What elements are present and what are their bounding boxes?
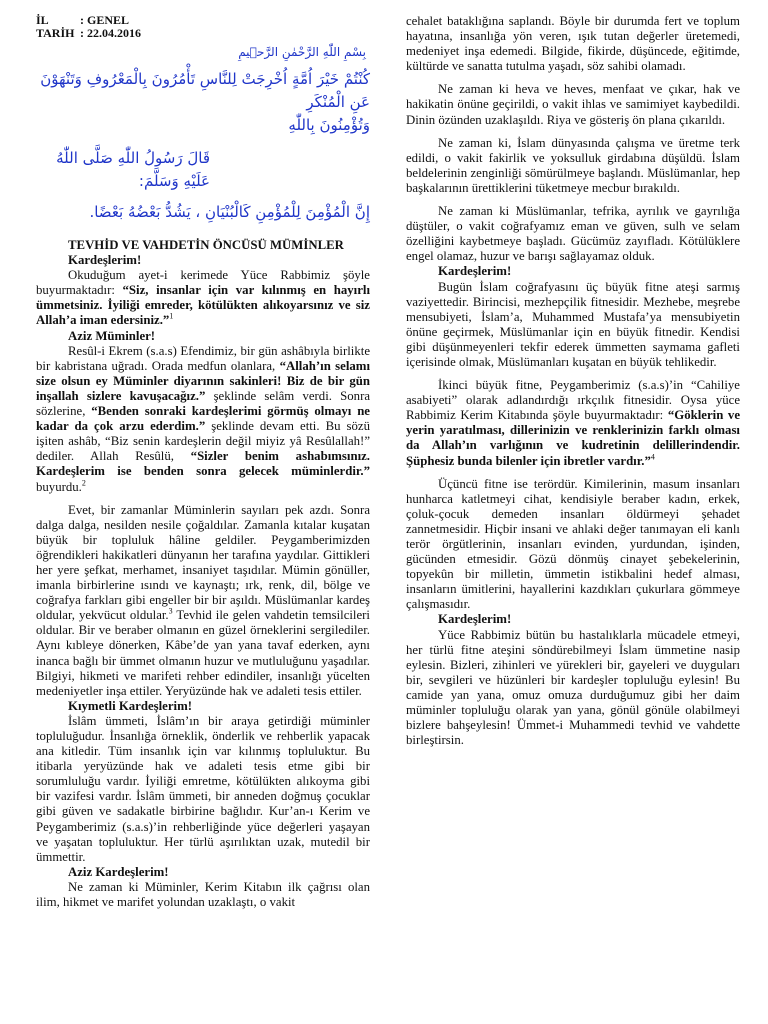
heading-aziz-muminler: Aziz Müminler! (68, 328, 156, 343)
heading-kardeslerim: Kardeşlerim! (438, 264, 512, 279)
right-column (406, 14, 740, 748)
tarih-line (36, 27, 370, 40)
paragraph: Bugün İslam coğrafyasını üç büyük fitne ateşi sarmış vaziyettedir. Birincisi, mezhepçilik fitnesidir. Mezhebe, meşrebe mensubiyeti, İslam’a, Muhammed Mustafa’ya mensubiyetin önüne geçirmek, Müslümanlar için en büyük fitnedir. Kendisi gibi düşünmeyenleri tekfir ederek ümmetten saymama gafleti içerisinde olmak, Müslümanları kuşatan en büyük tehlikedir. (406, 279, 740, 369)
footnote-ref: 2 (81, 478, 86, 488)
left-column (36, 14, 370, 910)
paragraph-text: Okuduğum ayet-i kerimede Yüce Rabbimiz şöyle buyurmaktadır: (36, 268, 370, 298)
paragraph-text: buyurdu. (36, 479, 82, 494)
paragraph: Ne zaman ki, İslam dünyasında çalışma ve üretme terk edildi, o vakit fakirlik ve yoksulluk girdabına düşüldü. İslam beldelerinin zenginliği sömürülmeye başlandı. Müslümanlar, hep başkalarının ürettiklerini tüketmeye mecbur bırakıldı. (406, 135, 740, 195)
il-value: : GENEL (80, 13, 130, 27)
heading-kiymetli-kardeslerim: Kıymetli Kardeşlerim! (68, 698, 193, 713)
paragraph-text: Evet, bir zamanlar Müminlerin sayıları pek azdı. Sonra dalga dalga, nesilden nesile çoğaldılar. Zamanla kıtalar kuşatan büyük bir topluluk hâline geldiler. Peygamberimizden öğrendikleri hakikatleri dünyanın her tarafına yaydılar. Gittikleri her yere şefkat, merhamet, insaniyet taşıdılar. Mümin gönüller, imanla birbirlerine ısındı ve kaynaştı; ırk, renk, dil, bölge ve coğrafya farkları gibi engeller bir bir aşıldı. Müslümanlar kardeş oldular, yekvücut oldular. (36, 502, 370, 623)
heading-kardeslerim: Kardeşlerim! (68, 253, 142, 268)
basmala: بِسْمِ اللّٰهِ الرَّحْمٰنِ الرَّحٖيمِ (238, 45, 366, 59)
ayah-main: كُنْتُمْ خَيْرَ اُمَّةٍ اُخْرِجَتْ لِلنَّاسِ تَأْمُرُونَ بِالْمَعْرُوفِ وَتَنْهَوْنَ عَنِ الْمُنْكَرِ (40, 70, 370, 111)
hadith-text: إِنَّ الْمُؤْمِنَ لِلْمُؤْمِنِ كَالْبُنْيَانِ ، يَشُدُّ بَعْضُهُ بَعْضًا. (89, 203, 370, 221)
hadith-intro: قَالَ رَسُولُ اللّٰهِ صَلَّى اللّٰهُ عَلَيْهِ وَسَلَّمَ: (56, 149, 210, 190)
paragraph: Ne zaman ki heva ve heves, menfaat ve çıkar, hak ve hakikatin önüne geçirildi, o vakit ihlas ve samimiyet kaybedildi. Dinin özünden uzaklaşıldı. Riya ve gösteriş ön plana çıkarıldı. (406, 82, 740, 127)
paragraph (36, 344, 370, 495)
paragraph: Ne zaman ki Müminler, Kerim Kitabın ilk çağrısı olan ilim, hikmet ve marifet yolundan uzaklaştı, o vakit (36, 879, 370, 910)
paragraph: Ne zaman ki Müslümanlar, tefrika, ayrılık ve gayrılığa düştüler, o vakit coğrafyamız eman ve güven, sulh ve selam özelliğini kaybetmeye başladı. Gücümüz zayıfladı. Kötülüklere engel olamaz, huzur ve barışı sağlayamaz olduk. (406, 204, 740, 264)
paragraph-text: şeklinde devam etti. Bu sözü işiten ashâb, “Biz senin kardeşlerin değil miyiz yâ Resûlallah!” dediler. Allah Resûlü, (36, 419, 370, 464)
quote-text: “Göklerin ve yerin yaratılması, dillerinizin ve renklerinizin farklı olması da Allah’ın varlığının ve kudretinin delillerindendir. Şüphesiz bunda bilenler için ibretler vardır.” (406, 408, 740, 468)
paragraph-text: şeklinde selâm verdi. Sonra sözlerine, (36, 388, 371, 419)
paragraph (36, 503, 370, 699)
il-label: İL (36, 13, 49, 27)
paragraph (406, 378, 740, 469)
quote-text: “Allah’ın selamı size olsun ey Müminler diyarının sakinleri! Biz de bir gün inşallah sizlere kavuşacağız.” (36, 358, 370, 403)
quote-text: “Benden sonraki kardeşlerimi görmüş olmayı ne kadar da çok arzu ederdim.” (36, 404, 370, 434)
header-meta (36, 14, 370, 40)
quote-text: “Sizler benim ashabımsınız. Kardeşlerim ise benden sonra gelecek müminlerdir.” (36, 449, 370, 479)
heading-aziz-kardeslerim: Aziz Kardeşlerim! (68, 864, 169, 879)
ayah-tail: وَتُؤْمِنُونَ بِاللّٰهِ (288, 116, 370, 134)
paragraph (36, 268, 370, 328)
paragraph: Yüce Rabbimiz bütün bu hastalıklarla mücadele etmeyi, her türlü fitne ateşini söndürebilmeyi İslam ümmetine nasip eylesin. Bizleri, zihinleri ve yürekleri bir, gayeleri ve duyguları bir, sevgileri ve hüzünleri bir kardeşler topluluğu eylesin! Bu camide yan yana, omuz omuza durduğumuz gibi her daim müminler topluluğu olarak yan yana, gönül gönüle olabilmeyi bizlere bahşeylesin! Ümmet-i Muhammedi tevhid ve vahdette birleştirsin. (406, 627, 740, 748)
sermon-title: TEVHİD VE VAHDETİN ÖNCÜSÜ MÜMİNLER (68, 238, 344, 252)
tarih-value: : 22.04.2016 (80, 26, 141, 40)
footnote-ref: 4 (650, 452, 655, 462)
quote-text: “Siz, insanlar için var kılınmış en hayırlı ümmetsiniz. İyiliği emreder, kötülükten alıkoyarsınız ve siz Allah’a iman edersiniz.” (36, 283, 371, 328)
heading-kardeslerim: Kardeşlerim! (438, 612, 512, 627)
paragraph: İslâm ümmeti, İslâm’ın bir araya getirdiği müminler topluluğudur. İnsanlığa örneklik, önderlik ve rehberlik yapacak ana kitledir. Tüm insanlık için var kılınmış topluluktur. Bu itibarla yeryüzünde hak ve adaleti tesis etme gibi bir sorumluluğu vardır. İyiliği emretme, kötülükten alıkoyma gibi bir vazifesi vardır. İslâm ümmeti, bir anneden doğmuş çocuklar gibi güven ve sadakatle birbirine bağlıdır. Kur’an-ı Kerim ve Peygamberimiz (s.a.s)’in rehberliğinde yüce değerleri yaşayan ve yaşatan topluluktur. Her türlü aşırılıktan uzak, mutedil bir ümmettir. (36, 713, 370, 864)
paragraph-text: Tevhid ile gelen vahdetin temsilcileri oldular. Bir ve beraber olmanın en güzel örneklerini sergilediler. Aynı kıbleye dönerken, Kâbe’de yan yana tavaf ederken, aynı inanca bağlı bir ümmet olmanın huzur ve mutluluğunu yaşadılar. Bilgiyi, hikmeti ve marifeti rehber edindiler, insanlığı yücelten medeniyetler inşa ettiler. Yeryüzünde hak ve adaleti tesis ettiler. (36, 608, 370, 698)
paragraph-text: İkinci büyük fitne, Peygamberimiz (s.a.s)’in “Cahiliye asabiyeti” olarak adlandırdığı ırkçılık fitnesidir. Oysa yüce Rabbimiz Kerim Kitabında şöyle buyurmaktadır: (406, 378, 740, 423)
paragraph: cehalet bataklığına saplandı. Böyle bir durumda fert ve toplum hayatına, insanlığa yön veren, ışık tutan değerler üretemedi, medeniyet inşa edemedi. Bilgide, fikirde, düşüncede, eğitimde, kültürde ve sanatta tutulma yaşadı, söz sahibi olamadı. (406, 14, 740, 74)
footnote-ref: 3 (168, 606, 173, 616)
paragraph: Üçüncü fitne ise terördür. Kimilerinin, masum insanları hunharca katletmeyi cihat, kendisiyle beraber kadın, erkek, çoluk-çocuk demeden insanları öldürmeyi şehadet zannetmesidir. Hiçbir insani ve ahlaki değer tanımayan eli kanlı terör örgütlerinin, insanları evinden, yurdundan, işinden, gücünden etmesidir. Gözü dönmüş cinayet şebekelerinin, topyekûn bir milletin, ümmetin istikbalini hedef alması, insanların ümitlerini, hayallerini kazdıkları çukurlara gömmeye çalışmasıdır. (406, 476, 740, 612)
tarih-label: TARİH (36, 26, 75, 40)
footnote-ref: 1 (169, 312, 174, 322)
paragraph-text: Resûl-i Ekrem (s.a.s) Efendimiz, bir gün ashâbıyla birlikte bir kabristana uğradı. Orada medfun olanlara, (36, 343, 370, 373)
